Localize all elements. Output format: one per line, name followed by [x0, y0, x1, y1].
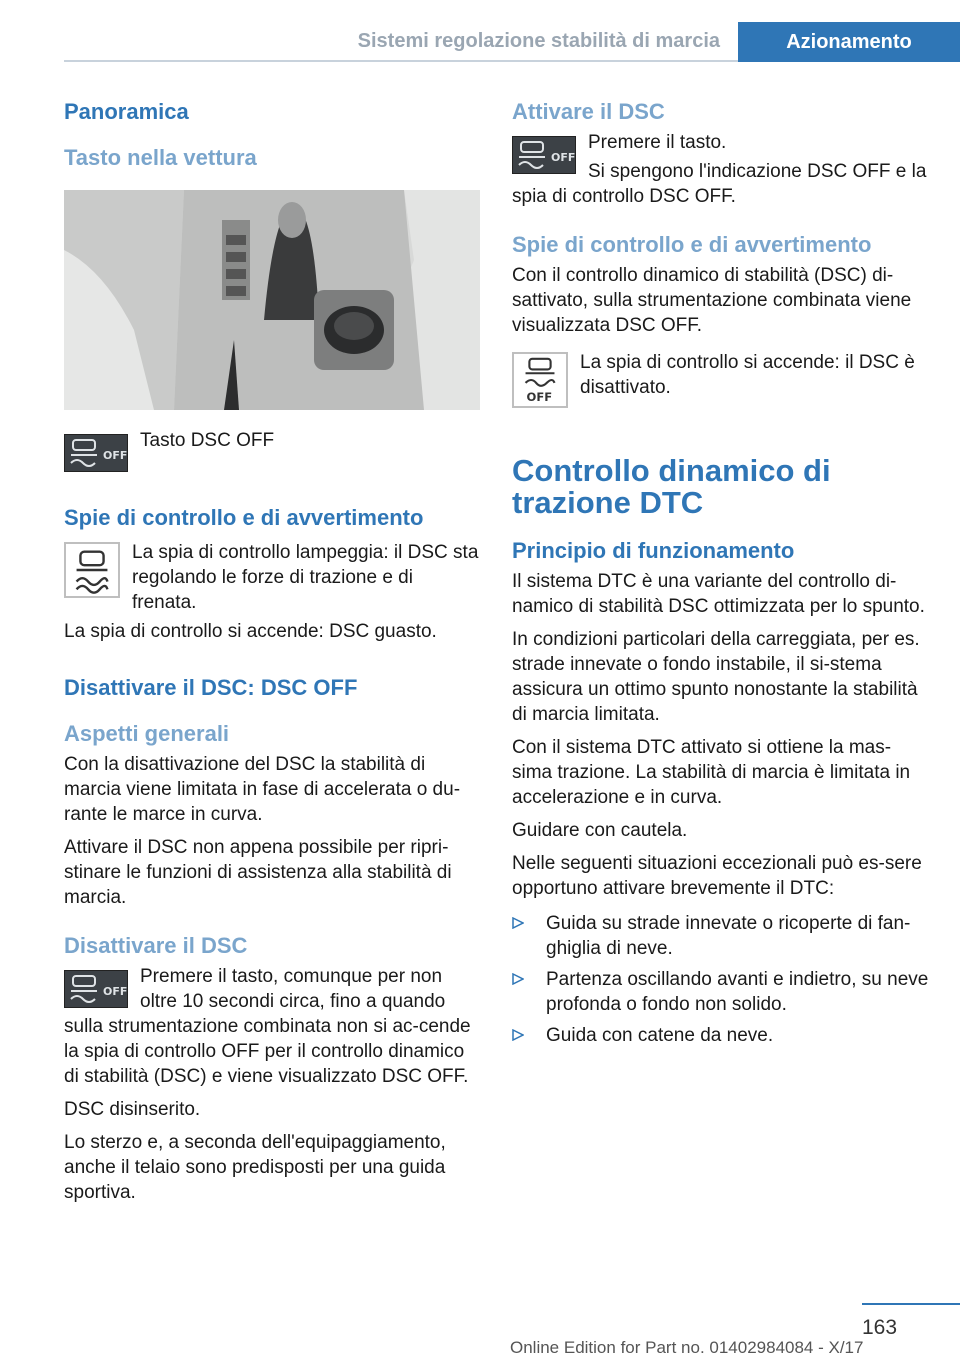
dsc-off-warning-light-icon	[512, 352, 568, 413]
heading-deactivate-dsc: Disattivare il DSC	[64, 933, 248, 958]
svg-text:OFF: OFF	[103, 449, 128, 462]
list-item: Partenza oscillando avanti e indietro, su neve profonda o fondo non solido.	[512, 967, 930, 1017]
list-item: Guida con catene da neve.	[512, 1023, 930, 1048]
list-item: Guida su strade innevate o ricoperte di fan-ghiglia di neve.	[512, 911, 930, 961]
dsc-off-caption-text: Tasto DSC OFF	[140, 430, 275, 451]
activate-step-2: Si spengono l'indicazione DSC OFF e la spia di controllo DSC OFF.	[512, 161, 927, 207]
dtc-paragraph-2: In condizioni particolari della carreggiata, per es. strade innevate o fondo instabile, il si-stema assicura un ottimo spunto nonostante la stabilità di marcia limitata.	[512, 629, 920, 725]
steering-text: Lo sterzo e, a seconda dell'equipaggiamento, anche il telaio sono predisposti per una guida sportiva.	[64, 1132, 446, 1203]
dtc-paragraph-4: Guidare con cautela.	[512, 820, 688, 841]
dsc-off-button-icon	[64, 970, 128, 1008]
heading-operating-principle: Principio di funzionamento	[512, 538, 795, 563]
dsc-off-button-icon	[512, 136, 576, 174]
dsc-off-light-text: La spia di controllo si accende: il DSC è disattivato.	[580, 352, 915, 398]
heading-overview: Panoramica	[64, 99, 189, 124]
dsc-warning-light-icon	[64, 542, 120, 603]
dtc-paragraph-3: Con il sistema DTC attivato si ottiene la mas-sima trazione. La stabilità di marcia è limitata in accelerazione e in curva.	[512, 737, 911, 808]
svg-text:OFF: OFF	[551, 151, 576, 164]
svg-text:OFF: OFF	[103, 985, 128, 998]
warning-light-flash-text: La spia di controllo lampeggia: il DSC sta regolando le forze di trazione e di frenata.	[132, 542, 479, 613]
heading-dtc: Controllo dinamico di trazione DTC	[512, 453, 831, 520]
lights-paragraph: Con il controllo dinamico di stabilità (DSC) di-sattivato, sulla strumentazione combinata viene visualizzata DSC OFF.	[512, 265, 912, 336]
dsc-off-button-icon	[64, 434, 128, 472]
general-paragraph-1: Con la disattivazione del DSC la stabilità di marcia viene limitata in fase di accelerata o du-rante le marce in curva.	[64, 754, 461, 825]
dtc-paragraph-1: Il sistema DTC è una variante del controllo di-namico di stabilità DSC ottimizzata per lo spunto.	[512, 571, 925, 617]
dsc-off-button-caption	[64, 428, 480, 474]
heading-warning-lights: Spie di controllo e di avvertimento	[64, 505, 424, 530]
warning-light-on-text: La spia di controllo si accende: DSC guasto.	[64, 621, 437, 642]
deactivate-block	[64, 964, 480, 1089]
right-column	[512, 98, 930, 1054]
triangle-bullet-icon	[512, 973, 524, 985]
heading-warning-lights-right: Spie di controllo e di avvertimento	[512, 232, 872, 257]
dtc-paragraph-5: Nelle seguenti situazioni eccezionali può es-sere opportuno attivare brevemente il DTC:	[512, 853, 922, 899]
warning-light-flash-block	[64, 540, 480, 615]
heading-deactivate-dsc-off: Disattivare il DSC: DSC OFF	[64, 675, 358, 700]
left-column	[64, 98, 480, 1205]
heading-button-in-vehicle: Tasto nella vettura	[64, 145, 257, 170]
activate-block	[512, 130, 930, 209]
dsc-off-light-block	[512, 350, 930, 415]
heading-general-aspects: Aspetti generali	[64, 721, 230, 746]
triangle-bullet-icon	[512, 1029, 524, 1041]
general-paragraph-2: Attivare il DSC non appena possibile per ripri-stinare le funzioni di assistenza alla stabilità di marcia.	[64, 837, 452, 908]
svg-text:OFF: OFF	[526, 390, 553, 405]
activate-step-1: Premere il tasto.	[588, 132, 727, 153]
heading-activate-dsc: Attivare il DSC	[512, 99, 665, 124]
page-number: 163	[862, 1316, 898, 1339]
edition-footer: Online Edition for Part no. 01402984084 - X/17	[510, 1338, 864, 1357]
footer-rule	[862, 1303, 960, 1305]
header-chapter-tab[interactable]: Azionamento	[738, 22, 960, 62]
deactivate-text: Premere il tasto, comunque per non oltre 10 secondi circa, fino a quando sulla strumentazione combinata non si ac-cende la spia di controllo OFF per il controllo dinamico di stabilità (DSC) e viene visualizzato DSC OFF.	[64, 966, 471, 1087]
dsc-disengaged-text: DSC disinserito.	[64, 1099, 201, 1120]
situation-list	[512, 911, 930, 1048]
center-console-photo	[64, 190, 480, 410]
triangle-bullet-icon	[512, 917, 524, 929]
header-section-title: Sistemi regolazione stabilità di marcia	[357, 30, 720, 52]
